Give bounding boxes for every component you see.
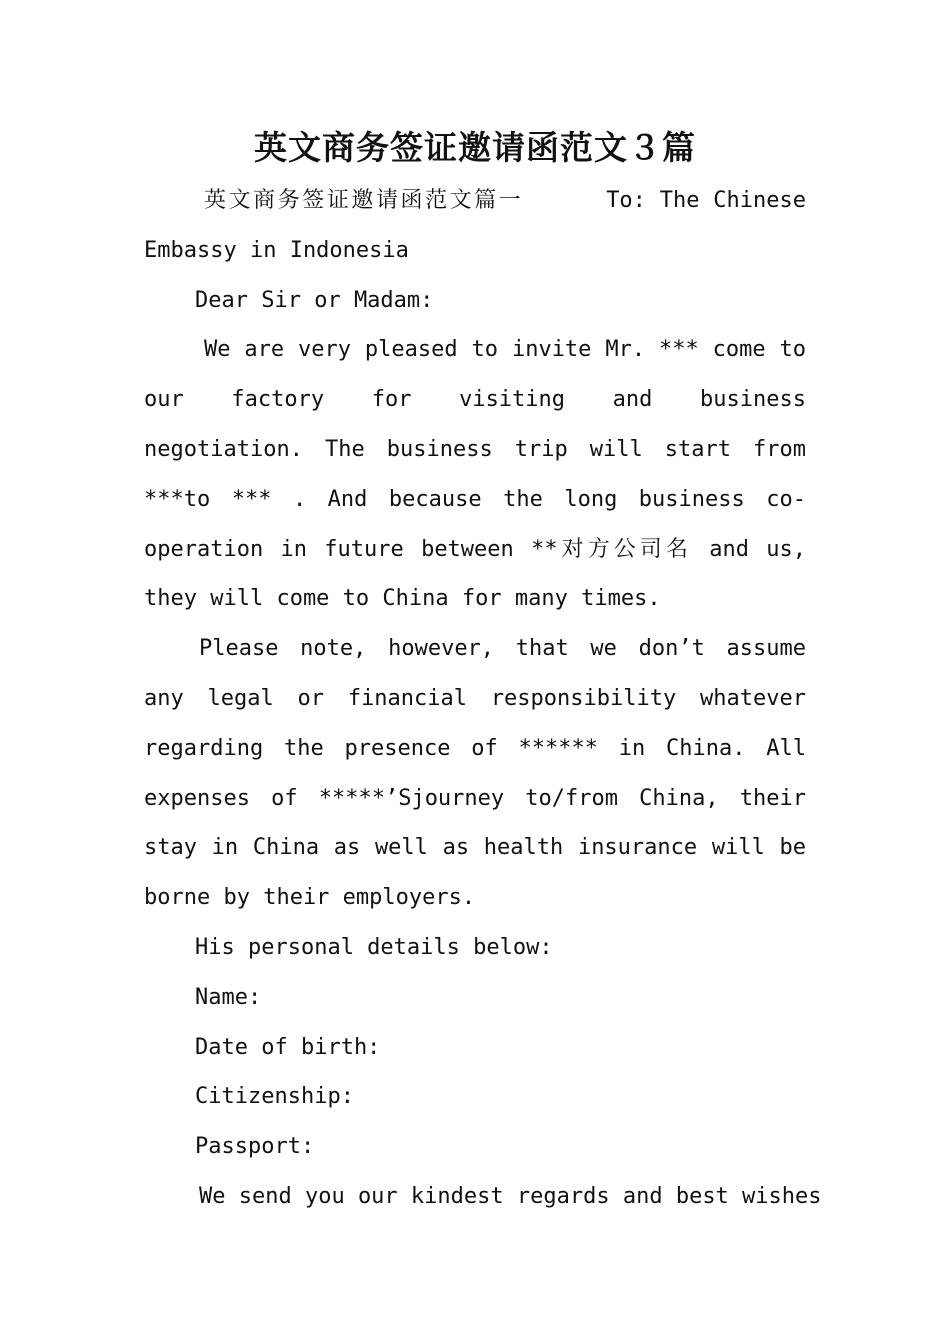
recipient-line: To: The Chinese Embassy in Indonesia (144, 188, 806, 263)
intro-paragraph (144, 176, 806, 276)
detail-dob-label: Date of birth: (195, 1034, 381, 1060)
details-intro: His personal details below: (195, 934, 553, 960)
detail-name-label: Name: (195, 984, 262, 1010)
salutation: Dear Sir or Madam: (195, 287, 434, 313)
detail-citizenship-label: Citizenship: (195, 1084, 354, 1110)
section-heading: 英文商务签证邀请函范文篇一 (204, 188, 524, 213)
responsibility-paragraph: Please note, however, that we don’t assume any legal or financial responsibility whatever regarding the presence of ****** in China. All expenses of *****’Sjourney to/from China, their stay in China as well as health insurance will be borne by their employers. (144, 636, 806, 911)
document-body (144, 176, 822, 1222)
detail-passport-label: Passport: (195, 1134, 315, 1160)
document-title: 英文商务签证邀请函范文３篇 (254, 128, 696, 167)
closing-line: We send you our kindest regards and best wishes (199, 1183, 822, 1209)
invitation-paragraph: We are very pleased to invite Mr. *** come to our factory for visiting and business negotiation. The business trip will start from ***to *** . And because the long business co-operation in future between **对方公司名 and us, they will come to China for many times. (144, 337, 806, 612)
